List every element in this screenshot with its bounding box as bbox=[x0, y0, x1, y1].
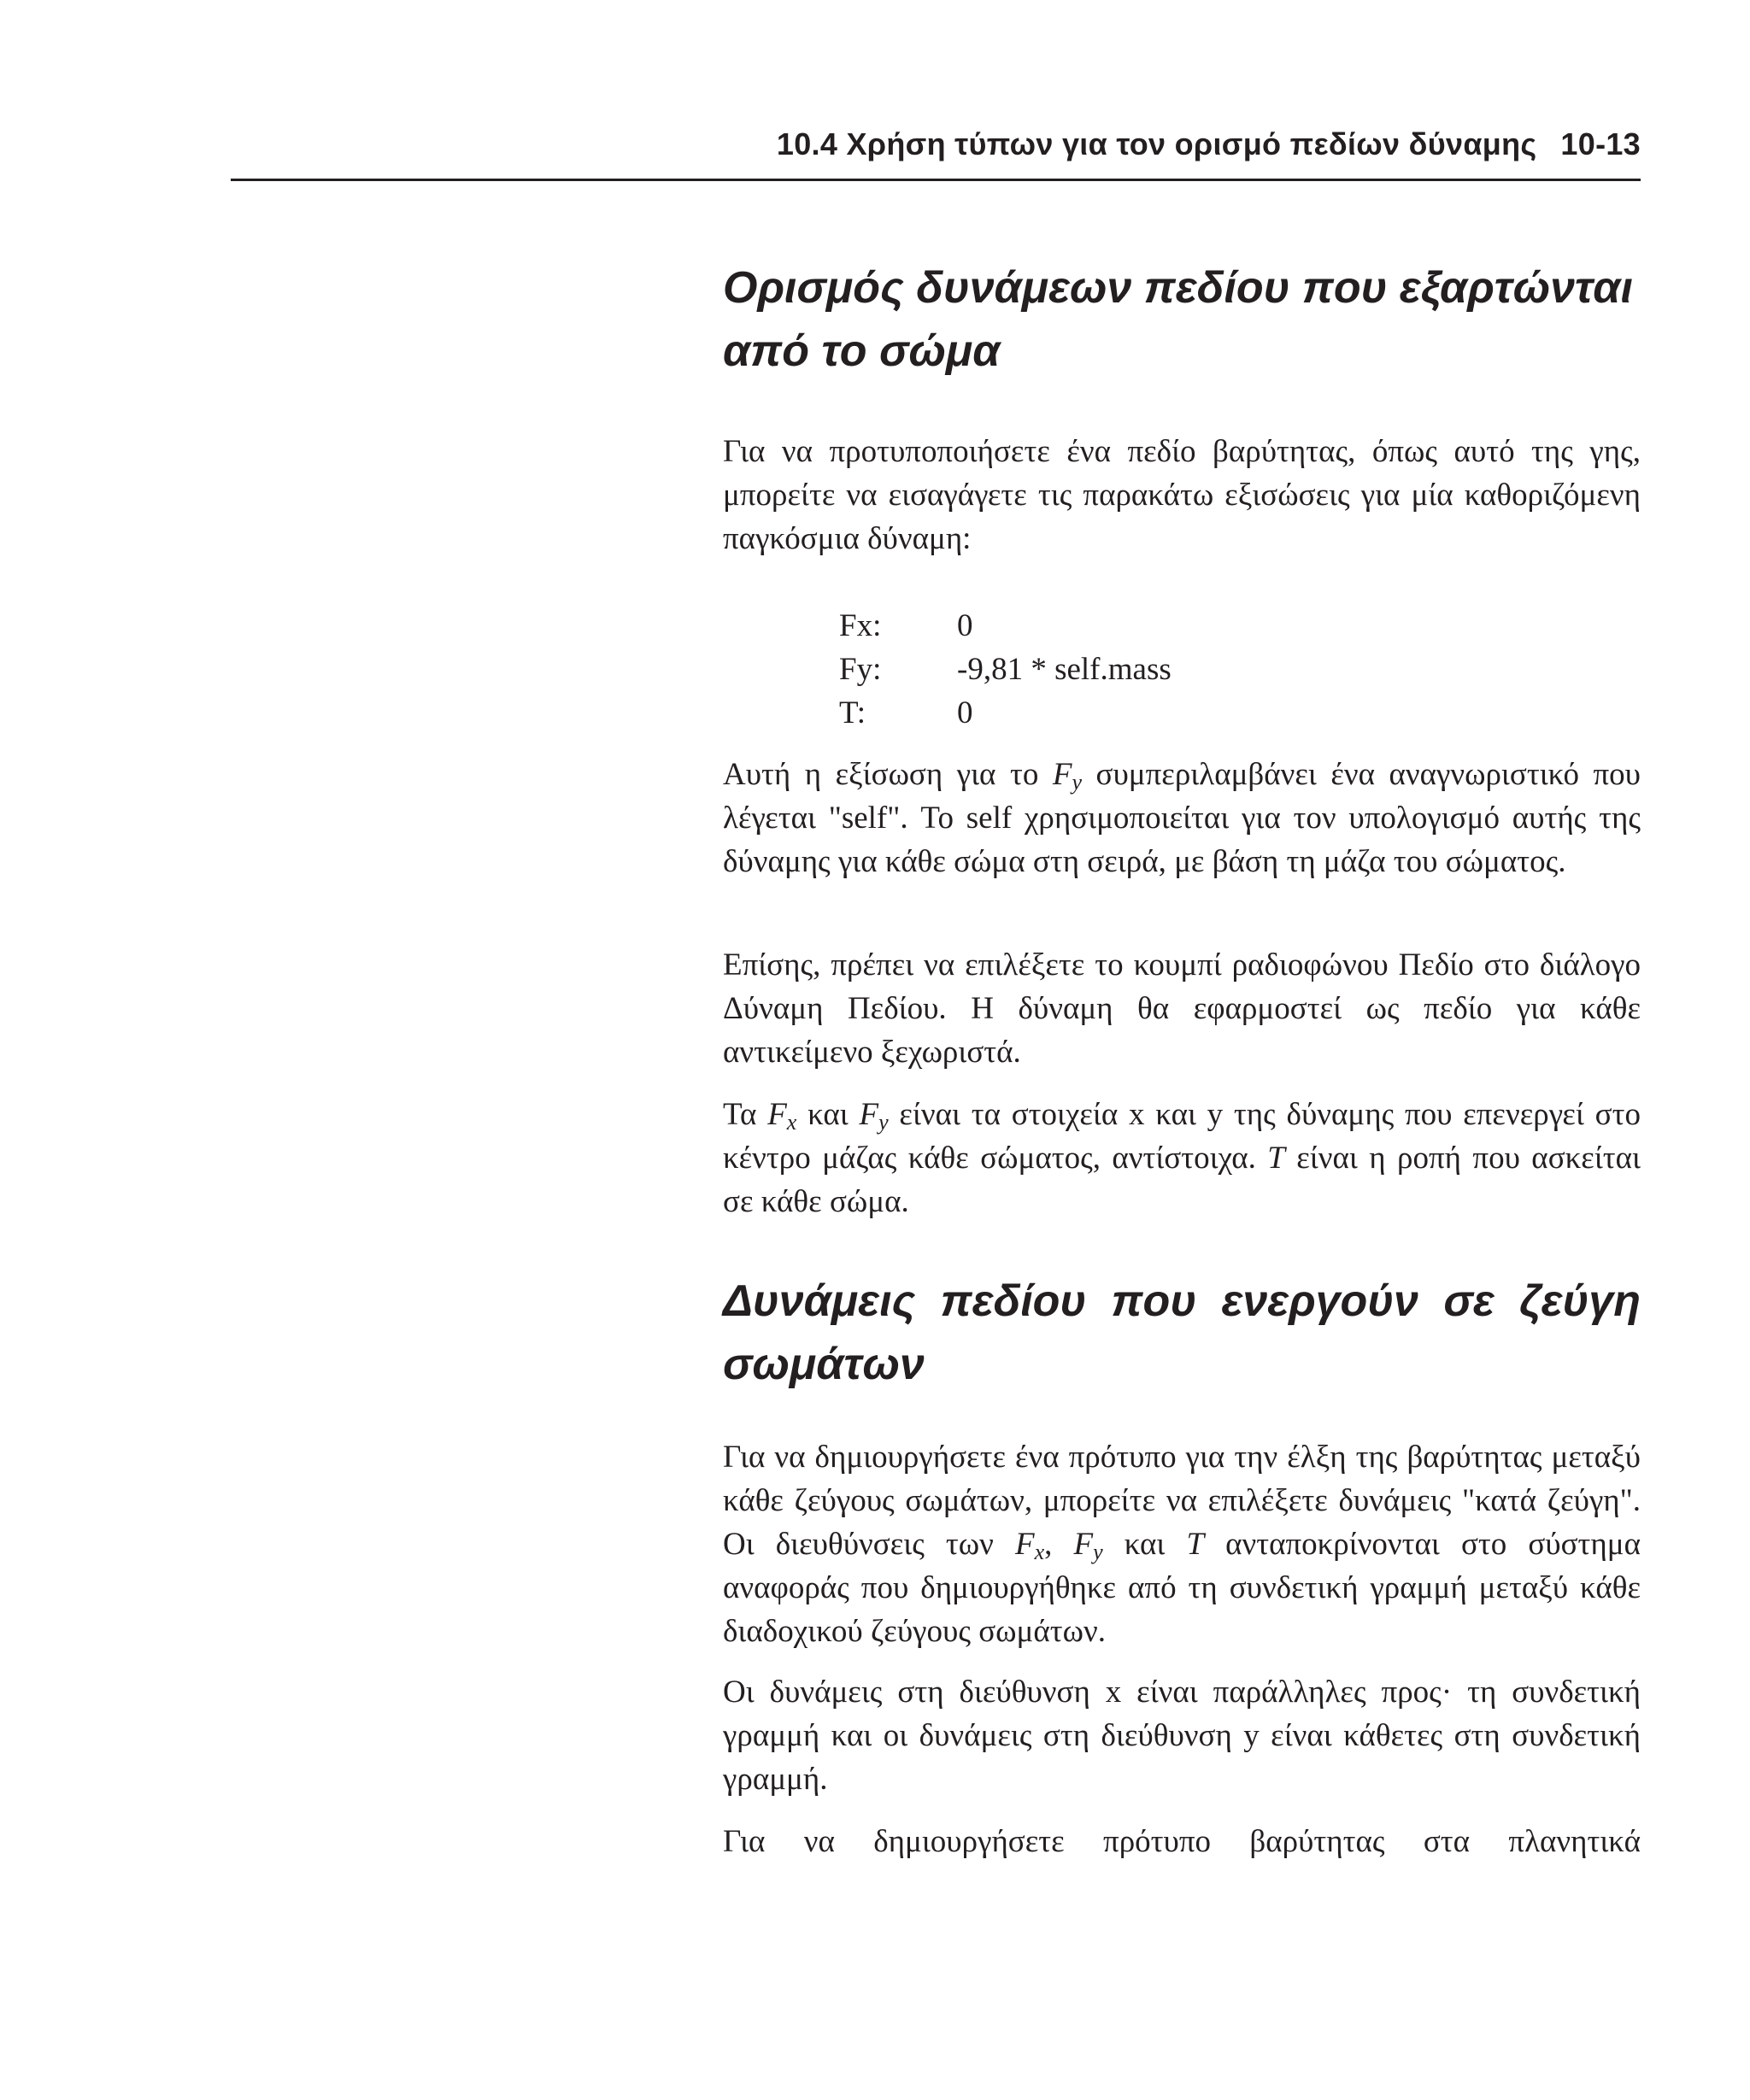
variable-subscript: y bbox=[878, 1110, 889, 1135]
page-number: 10-13 bbox=[1560, 126, 1641, 161]
variable: T bbox=[1186, 1527, 1205, 1562]
section1-heading-line2: από το σώμα bbox=[723, 326, 1001, 376]
equation-label: Fy: bbox=[839, 652, 882, 687]
section1-paragraph-4-block bbox=[723, 1093, 1641, 1223]
variable: F bbox=[1052, 757, 1072, 792]
text-run: Για να δημιουργήσετε ένα πρότυπο για την έλξη της βαρύτητας μεταξύ κάθε ζεύγους σωμάτων, μπορείτε να επιλέξετε δυνάμεις "κατά ζεύγη". Οι διευθύνσεις των bbox=[723, 1440, 1641, 1562]
section2-paragraph-2: Οι δυνάμεις στη διεύθυνση x είναι παράλληλες προς· τη συνδετική γραμμή και οι δυνάμεις στη διεύθυνση y είναι κάθετες στη συνδετική γραμμή. bbox=[723, 1675, 1641, 1797]
header-rule bbox=[231, 179, 1641, 181]
variable-subscript: y bbox=[1093, 1540, 1103, 1564]
variable: F bbox=[1073, 1527, 1094, 1562]
section1-heading-line1: Ορισμός δυνάμεων πεδίου που εξαρτώνται bbox=[723, 263, 1633, 313]
variable: F bbox=[1014, 1527, 1035, 1562]
equation-value: 0 bbox=[957, 608, 973, 643]
section1-intro-paragraph: Για να προτυποποιήσετε ένα πεδίο βαρύτητας, όπως αυτό της γης, μπορείτε να εισαγάγετε τις παρακάτω εξισώσεις για μία καθοριζόμενη παγκόσμια δύναμη: bbox=[723, 434, 1641, 556]
section2-paragraph-1-block bbox=[723, 1435, 1641, 1653]
text-run: Τα bbox=[723, 1097, 768, 1132]
section1-heading bbox=[723, 256, 1641, 383]
section2-paragraph-3-block bbox=[723, 1820, 1641, 1863]
equation-row-fy bbox=[723, 648, 1641, 691]
text-run: και bbox=[796, 1097, 860, 1132]
equation-block bbox=[723, 604, 1641, 735]
equation-label: T: bbox=[839, 695, 866, 730]
running-header bbox=[231, 126, 1641, 181]
variable-subscript: x bbox=[786, 1110, 797, 1135]
equation-label: Fx: bbox=[839, 608, 882, 643]
text-run: Αυτή η εξίσωση για το bbox=[723, 757, 1053, 792]
text-run: και bbox=[1102, 1527, 1187, 1562]
section1-paragraph-4 bbox=[723, 1093, 1641, 1223]
variable-subscript: y bbox=[1072, 770, 1082, 795]
variable: T bbox=[1267, 1141, 1285, 1176]
section1-paragraph-2 bbox=[723, 753, 1641, 883]
section2-heading-line2: σωμάτων bbox=[723, 1340, 925, 1389]
text-run: είναι η ροπή που ασκείται σε κάθε σώμα. bbox=[723, 1141, 1641, 1219]
section1-paragraph-3: Επίσης, πρέπει να επιλέξετε το κουμπί ραδιοφώνου Πεδίο στο διάλογο Δύναμη Πεδίου. Η δύναμη θα εφαρμοστεί ως πεδίο για κάθε αντικείμενο ξεχωριστά. bbox=[723, 947, 1641, 1070]
section2-heading-line1: Δυνάμεις πεδίου που ενεργούν σε ζεύγη bbox=[723, 1276, 1641, 1326]
variable-subscript: x bbox=[1034, 1540, 1045, 1564]
section1-intro-block bbox=[723, 430, 1641, 560]
equation-row-fx bbox=[723, 604, 1641, 648]
text-run: , bbox=[1044, 1527, 1074, 1562]
section2-paragraph-1 bbox=[723, 1435, 1641, 1653]
variable: F bbox=[767, 1097, 787, 1132]
section1-paragraph-2-block bbox=[723, 753, 1641, 883]
section1-paragraph-3-block bbox=[723, 943, 1641, 1074]
equation-value: -9,81 * self.mass bbox=[957, 652, 1172, 687]
variable: F bbox=[859, 1097, 879, 1132]
section2-paragraph-2-block bbox=[723, 1670, 1641, 1801]
section2-paragraph-3: Για να δημιουργήσετε πρότυπο βαρύτητας στα πλανητικά bbox=[723, 1824, 1641, 1859]
header-text bbox=[777, 126, 1641, 162]
text-run: συμπεριλαμβάνει ένα αναγνωριστικό που λέγεται "self". Το self χρησιμοποιείται για τον υπολογισμό αυτής της δύναμης για κάθε σώμα στη σειρά, με βάση τη μάζα του σώματος. bbox=[723, 757, 1641, 879]
equation-row-t bbox=[723, 691, 1641, 735]
text-run: ανταποκρίνονται στο σύστημα αναφοράς που δημιουργήθηκε από τη συνδετική γραμμή μεταξύ κάθε διαδοχικού ζεύγους σωμάτων. bbox=[723, 1527, 1641, 1649]
section2-heading bbox=[723, 1270, 1641, 1396]
equation-value: 0 bbox=[957, 695, 973, 730]
text-run: είναι τα στοιχεία x και y της δύναμης που επενεργεί στο κέντρο μάζας κάθε σώματος, αντίστοιχα. bbox=[723, 1097, 1641, 1176]
header-section-title: 10.4 Χρήση τύπων για τον ορισμό πεδίων δύναμης bbox=[776, 126, 1537, 161]
